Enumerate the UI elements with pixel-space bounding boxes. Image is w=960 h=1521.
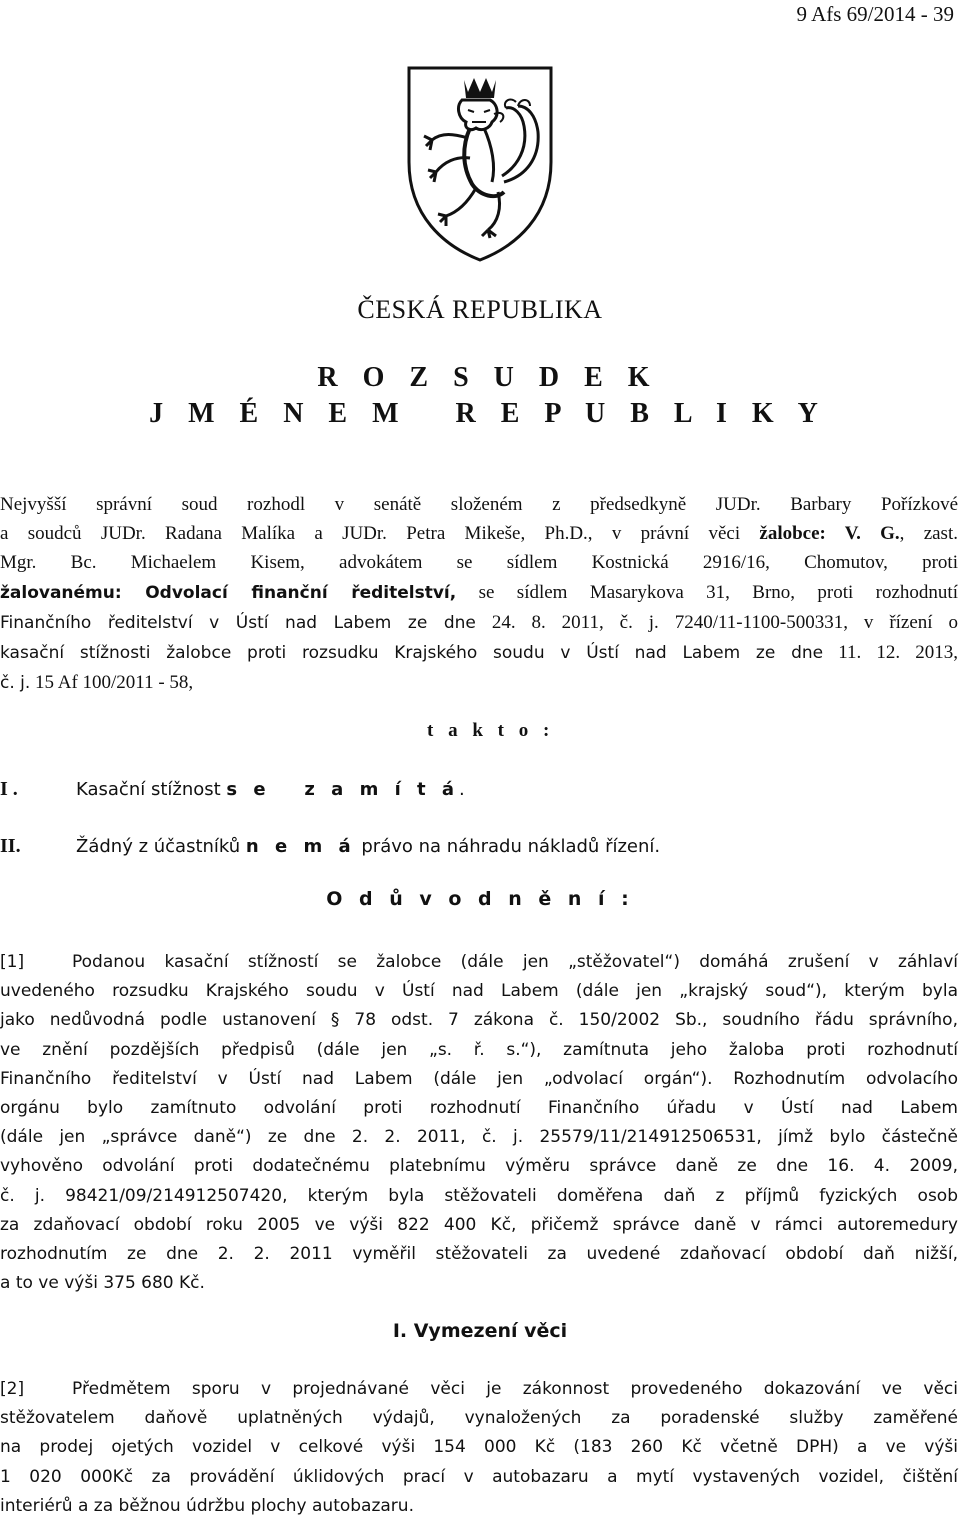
case-number: 9 Afs 69/2014 - 39 — [796, 2, 954, 26]
coat-of-arms-lion-icon — [406, 66, 554, 262]
paragraph-line: č. j. 98421/09/214912507420, kterým byla stěžovateli doměřena daň z příjmů fyzických osob — [0, 1185, 958, 1206]
document-subtitle: J M É N E M R E P U B L I K Y — [149, 398, 827, 429]
intro-line: Nejvyšší správní soud rozhodl v senátě složeném z předsedkyně JUDr. Barbary Pořízkové — [0, 494, 958, 515]
paragraph-line: za zdaňovací období roku 2005 ve výši 822 400 Kč, přičemž správce daně v rámci autoremedury — [0, 1214, 958, 1235]
verdict-item: Žádný z účastníků n e m á právo na náhradu nákladů řízení. — [76, 836, 661, 857]
paragraph-line: na prodej ojetých vozidel v celkové výši 154 000 Kč (183 260 Kč včetně DPH) a ve výši — [0, 1437, 958, 1458]
verdict-item: Kasační stížnost s e z a m í t á. — [76, 779, 465, 800]
paragraph-line: Finančního ředitelství v Ústí nad Labem (dále jen „odvolací orgán“). Rozhodnutím odvolacího — [0, 1068, 958, 1089]
country-name: ČESKÁ REPUBLIKA — [357, 295, 603, 324]
verdict-number: I . — [0, 778, 18, 800]
intro-line: a soudců JUDr. Radana Malíka a JUDr. Petra Mikeše, Ph.D., v právní věci žalobce: V. G., zast. — [0, 523, 958, 545]
intro-line: Mgr. Bc. Michaelem Kisem, advokátem se sídlem Kostnická 2916/16, Chomutov, proti — [0, 552, 958, 574]
paragraph-line: vyhověno odvolání proti dodatečnému platebnímu výměru správce daně ze dne 16. 4. 2009, — [0, 1156, 958, 1177]
paragraph-line: ve znění pozdějších předpisů (dále jen „s. ř. s.“), zamítnuta jeho žaloba proti rozhodnutí — [0, 1039, 958, 1060]
paragraph-line: interiérů a za běžnou údržbu plochy autobazaru. — [0, 1495, 414, 1516]
intro-line: žalovanému: Odvolací finanční ředitelství, se sídlem Masarykova 31, Brno, proti rozhodnutí — [0, 581, 958, 603]
paragraph-line: jako nedůvodná podle ustanovení § 78 odst. 7 zákona č. 150/2002 Sb., soudního řádu správního, — [0, 1010, 958, 1031]
paragraph-line: rozhodnutím ze dne 2. 2. 2011 vyměřil stěžovateli za uvedené zdaňovací období daň nižší, — [0, 1244, 958, 1265]
paragraph-line: [1] Podanou kasační stížností se žalobce (dále jen „stěžovatel“) domáhá zrušení v záhlaví — [0, 952, 958, 972]
paragraph-line: uvedeného rozsudku Krajského soudu v Ústí nad Labem (dále jen „krajský soud“), kterým byla — [0, 981, 958, 1002]
paragraph-line: 1 020 000Kč za provádění úklidových prací v autobazaru a mytí vystavených vozidel, čištění — [0, 1466, 958, 1487]
document-title: R O Z S U D E K — [317, 362, 659, 393]
paragraph-line: [2] Předmětem sporu v projednávané věci je zákonnost provedeného dokazování ve věci — [0, 1379, 958, 1399]
paragraph-line: a to ve výši 375 680 Kč. — [0, 1273, 205, 1294]
paragraph-line: (dále jen „správce daně“) ze dne 2. 2. 2011, č. j. 25579/11/214912506531, jímž bylo částečně — [0, 1127, 958, 1148]
section-heading: I. Vymezení věci — [392, 1320, 568, 1342]
verdict-heading: t a k t o : — [427, 720, 555, 741]
intro-line: Finančního ředitelství v Ústí nad Labem ze dne 24. 8. 2011, č. j. 7240/11-1100-500331, v řízení o — [0, 611, 958, 633]
reasoning-heading: O d ů v o d n ě n í : — [326, 888, 634, 910]
intro-line: č. j. 15 Af 100/2011 - 58, — [0, 672, 194, 694]
verdict-number: II. — [0, 835, 21, 857]
intro-paragraph — [0, 490, 958, 698]
reasoning-paragraph-2 — [0, 1375, 958, 1521]
reasoning-paragraph-1 — [0, 948, 958, 1298]
paragraph-line: stěžovatelem daňově uplatněných výdajů, vynaložených za poradenské služby zaměřené — [0, 1408, 958, 1429]
intro-line: kasační stížnosti žalobce proti rozsudku Krajského soudu v Ústí nad Labem ze dne 11. 12. 2013, — [0, 642, 958, 664]
paragraph-line: orgánu bylo zamítnuto odvolání proti rozhodnutí Finančního úřadu v Ústí nad Labem — [0, 1098, 958, 1119]
